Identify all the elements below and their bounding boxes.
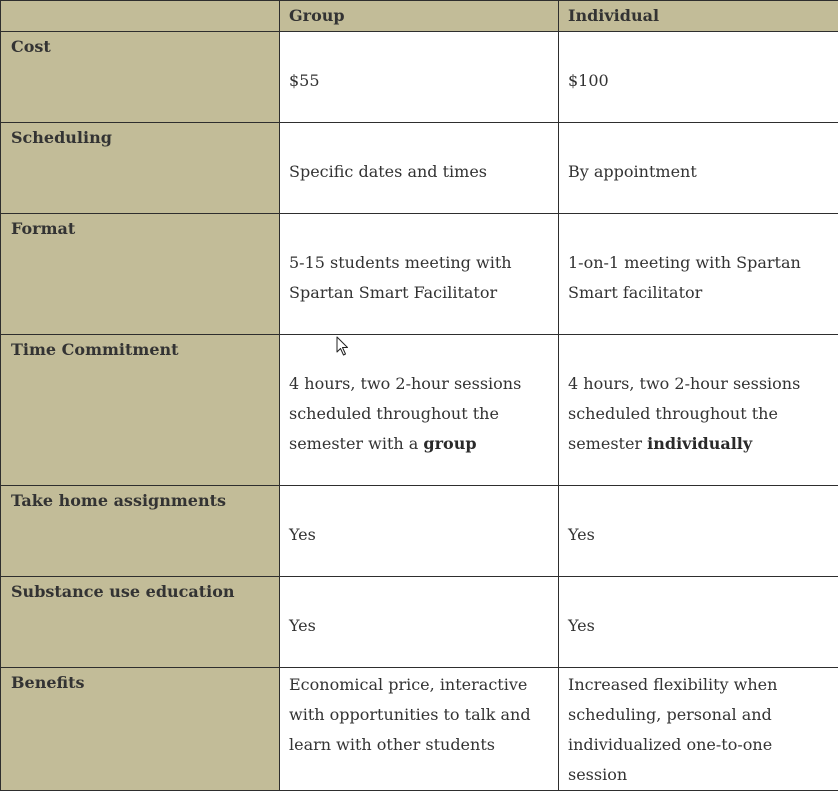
- table-row-time-commitment: [1, 335, 838, 486]
- time-group-text: 4 hours, two 2-hour sessions scheduled throughout the semester with a: [289, 374, 521, 453]
- table-row-substance-use: [1, 577, 838, 668]
- time-individual-text: 4 hours, two 2-hour sessions scheduled throughout the semester: [568, 374, 800, 453]
- row-label-time-commitment: Time Commitment: [1, 335, 280, 486]
- time-individual-emphasis: individually: [647, 434, 752, 453]
- mouse-pointer-icon: [336, 336, 350, 356]
- time-group-emphasis: group: [423, 434, 476, 453]
- row-label-take-home: Take home assignments: [1, 486, 280, 577]
- cell-cost-individual: $100: [559, 32, 838, 123]
- table-header-row: [1, 1, 838, 32]
- table-row-take-home: [1, 486, 838, 577]
- table-row-benefits: [1, 668, 838, 791]
- cell-time-commitment-individual: [559, 335, 838, 486]
- header-individual: Individual: [559, 1, 838, 32]
- header-corner-cell: [1, 1, 280, 32]
- cell-take-home-individual: Yes: [559, 486, 838, 577]
- row-label-substance-use: Substance use education: [1, 577, 280, 668]
- cell-cost-group: $55: [280, 32, 559, 123]
- cell-benefits-group: Economical price, interactive with opportunities to talk and learn with other students: [280, 668, 559, 791]
- table-row-scheduling: [1, 123, 838, 214]
- cell-format-group: 5-15 students meeting with Spartan Smart Facilitator: [280, 214, 559, 335]
- table-row-format: [1, 214, 838, 335]
- row-label-cost: Cost: [1, 32, 280, 123]
- cell-format-individual: 1-on-1 meeting with Spartan Smart facilitator: [559, 214, 838, 335]
- cell-substance-use-group: Yes: [280, 577, 559, 668]
- row-label-format: Format: [1, 214, 280, 335]
- header-group: Group: [280, 1, 559, 32]
- cell-scheduling-individual: By appointment: [559, 123, 838, 214]
- table-row-cost: [1, 32, 838, 123]
- row-label-benefits: Benefits: [1, 668, 280, 791]
- cell-scheduling-group: Specific dates and times: [280, 123, 559, 214]
- cell-benefits-individual: Increased flexibility when scheduling, personal and individualized one-to-one session: [559, 668, 838, 791]
- cell-time-commitment-group: [280, 335, 559, 486]
- cell-substance-use-individual: Yes: [559, 577, 838, 668]
- row-label-scheduling: Scheduling: [1, 123, 280, 214]
- cell-take-home-group: Yes: [280, 486, 559, 577]
